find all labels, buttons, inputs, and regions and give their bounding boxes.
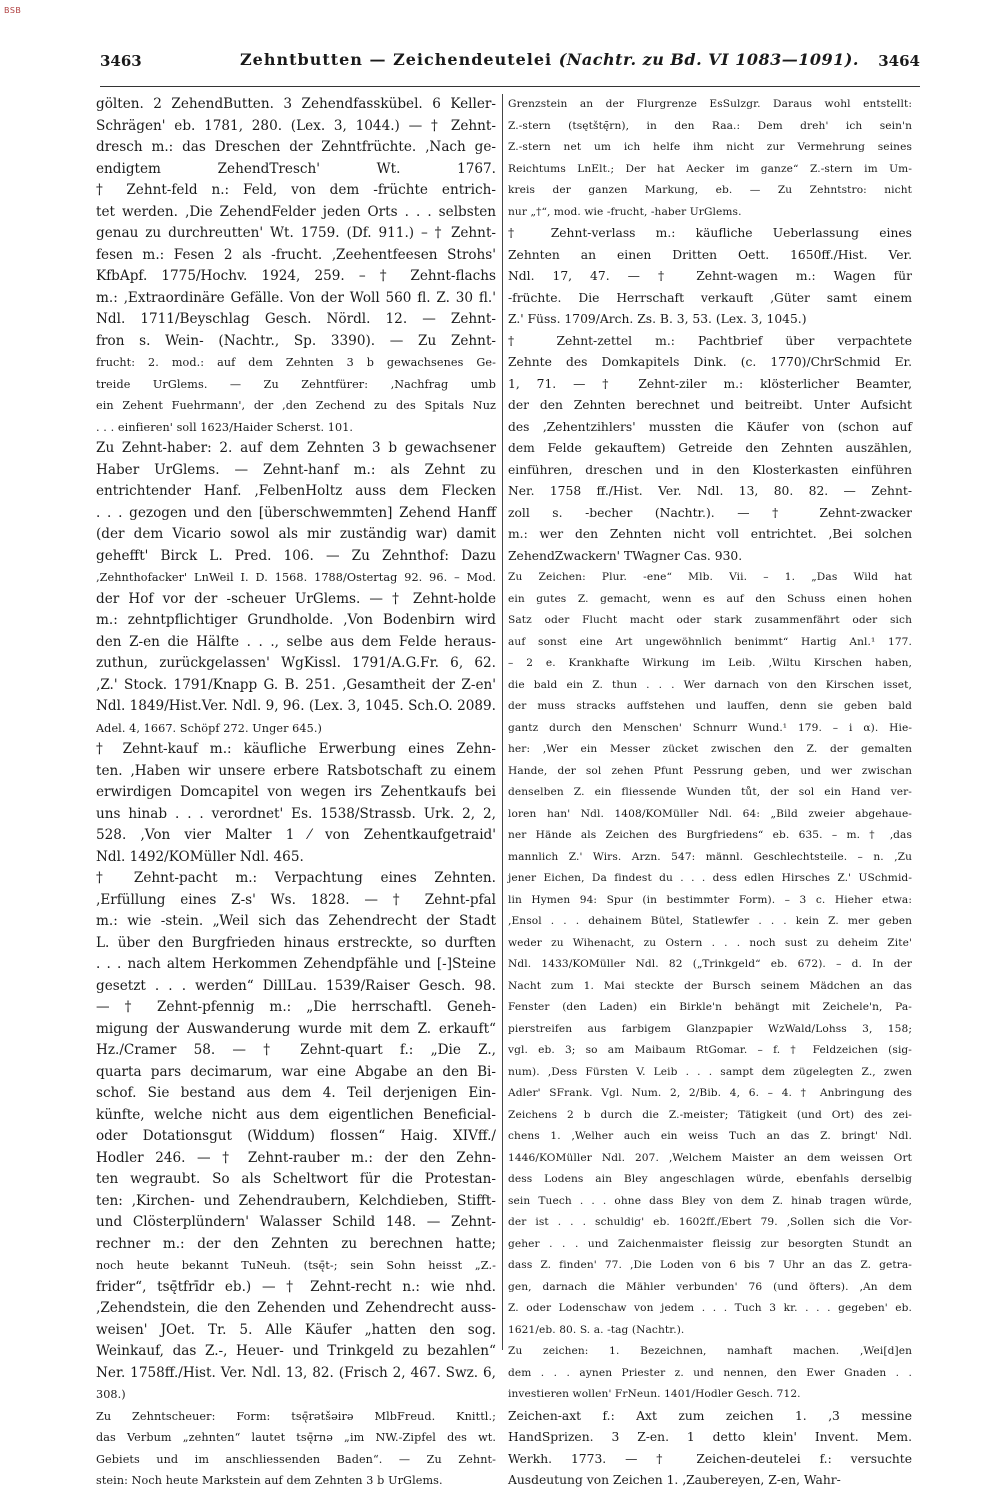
right-column-line: HandSprizen. 3 Z-en. 1 detto klein' Invent. Mem.	[508, 1430, 912, 1444]
left-column-line: endigtem ZehendTresch' Wt. 1767.	[96, 160, 496, 177]
left-column-line: weisen' JOet. Tr. 5. Alle Käufer „hatten den sog.	[96, 1321, 496, 1338]
left-column-line: gehefft' Birck L. Pred. 106. — Zu Zehnthof: Dazu	[96, 547, 496, 564]
left-column-line: genau zu durchreutten' Wt. 1759. (Df. 911.) – † Zehnt-	[96, 225, 496, 241]
left-column-line: und Clösterplündern' Walasser Schild 148. — Zehnt-	[96, 1214, 496, 1230]
left-column-line: m.: wie -stein. „Weil sich das Zehendrecht der Stadt	[96, 913, 496, 929]
right-column-line: der den Zehnten berechnet und beitreibt. Unter Aufsicht	[508, 398, 912, 412]
left-column-line: Gebiets und im anschliessenden Baden“. — Zu Zehnt-	[96, 1452, 496, 1466]
right-column-line: der muss stracks auffstehen und lauffen, denn sie geben bald	[508, 700, 912, 712]
right-column-line: Zehnte des Domkapitels Dink. (c. 1770)/ChrSchmid Er.	[508, 355, 912, 369]
left-column-line: Hz./Cramer 58. — † Zehnt-quart f.: „Die Z.,	[96, 1042, 496, 1058]
left-column-line: † Zehnt-feld n.: Feld, von dem -früchte entrich-	[96, 182, 496, 198]
right-column-line: Ausdeutung von Zeichen 1. ‚Zaubereyen, Z-en, Wahr-	[508, 1473, 841, 1487]
right-column-line: Z.' Füss. 1709/Arch. Zs. B. 3, 53. (Lex. 3, 1045.)	[508, 312, 807, 326]
left-column-line: frider“, tsę̄tfrīdr eb.) — † Zehnt-recht n.: wie nhd.	[96, 1278, 496, 1295]
column-divider	[502, 94, 503, 1350]
right-column-line: Fenster (den Laden) ein Birkle'n behängt mit Zeichele'n, Pa-	[508, 1001, 912, 1013]
right-column-line: investieren wollen' FrNeun. 1401/Hodler Gesch. 712.	[508, 1388, 801, 1400]
left-column-line: stein: Noch heute Markstein auf dem Zehnten 3 b UrGlems.	[96, 1474, 443, 1487]
right-column-line: nur „†“, mod. wie -frucht, -haber UrGlems.	[508, 205, 742, 218]
left-column-line: fesen m.: Fesen 2 als -frucht. ‚Zeehentfeesen Strohs'	[96, 246, 496, 263]
header-rule	[100, 86, 920, 87]
left-column-line: ten: ‚Kirchen- und Zehendraubern, Kelchdieben, Stifft-	[96, 1192, 496, 1209]
left-column-line: ten. ‚Haben wir unsere erbere Ratsbotschaft zu einem	[96, 762, 496, 779]
left-column-line: uns hinab . . . verordnet' Es. 1538/Strassb. Urk. 2, 2,	[96, 805, 496, 822]
left-column-line: m.: zehntpflichtiger Grundholde. ‚Von Bodenbirn wird	[96, 612, 496, 628]
left-column-line: Ndl. 1711/Beyschlag Gesch. Nördl. 12. — Zehnt-	[96, 311, 496, 327]
left-column-line: Zu Zehnt-haber: 2. auf dem Zehnten 3 b gewachsener	[96, 440, 496, 456]
left-column-line: noch heute bekannt TuNeuh. (tsę̄t-; sein Sohn heisst „Z.-	[96, 1259, 496, 1272]
left-column-line: m.: ‚Extraordinäre Gefälle. Von der Woll 560 fl. Z. 30 fl.'	[96, 289, 496, 306]
right-column	[508, 94, 912, 1487]
left-column-line: den Z-en die Hälfte . . ., selbe aus dem Felde heraus-	[96, 633, 496, 650]
right-column-line: Zehnten an einen Dritten Oett. 1650ff./Hist. Ver.	[508, 247, 912, 262]
left-column-line: Ner. 1758ff./Hist. Ver. Ndl. 13, 82. (Frisch 2, 467. Swz. 6,	[96, 1364, 496, 1381]
right-column-line: Ner. 1758 ff./Hist. Ver. Ndl. 13, 80. 82. — Zehnt-	[508, 484, 912, 498]
right-column-line: Zeichen-axt f.: Axt zum zeichen 1. ‚3 messine	[508, 1408, 912, 1423]
right-column-line: ZehendZwackern' TWagner Cas. 930.	[508, 548, 743, 563]
right-column-line: dess Lodens ain Bley angeschlagen würde, ebenfahls derselbig	[508, 1173, 912, 1185]
right-column-line: her: ‚Wer ein Messer zücket zwischen den Z. der gemalten	[508, 743, 912, 755]
left-column-line: (der dem Vicario sowol als mir zuständig war) damit	[96, 526, 496, 542]
right-column-line: Z. oder Lodenschaw von jedem . . . Tuch 3 kr. . . . gegeben' eb.	[508, 1302, 912, 1314]
right-column-line: † Zehnt-zettel m.: Pachtbrief über verpachtete	[508, 333, 912, 348]
right-column-line: Grenzstein an der Flurgrenze EsSulzgr. Daraus wohl entstellt:	[508, 98, 912, 110]
right-column-line: -früchte. Die Herrschaft verkauft ‚Güter samt einem	[508, 290, 912, 305]
running-title	[240, 50, 859, 69]
left-column-line: der Hof vor der -scheuer UrGlems. — † Zehnt-holde	[96, 590, 496, 607]
left-column-line: gesetzt . . . werden“ DillLau. 1539/Raiser Gesch. 98.	[96, 977, 496, 994]
left-column-line: 528. ‚Von vier Malter 1 ⁄ von Zehentkaufgetraid'	[96, 827, 496, 843]
left-column-line: dresch m.: das Dreschen der Zehntfrüchte. ‚Nach ge-	[96, 139, 496, 155]
left-column-line: tet werden. ‚Die ZehendFelder jeden Orts . . . selbsten	[96, 203, 496, 220]
right-column-line: – 2 e. Krankhafte Wirkung im Leib. ‚Wiltu Kirschen haben,	[508, 657, 912, 669]
left-column-line: † Zehnt-pacht m.: Verpachtung eines Zehnten.	[96, 870, 496, 886]
right-column-line: gantz durch den Menschen' Schnurr Wund.¹ 179. – i α). Hie-	[508, 721, 912, 734]
left-column-line: KfbApf. 1775/Hochv. 1924, 259. – † Zehnt-flachs	[96, 268, 496, 284]
left-column-line: ‚Zehendstein, die den Zehenden und Zehendrecht auss-	[96, 1300, 496, 1316]
left-column-line: † Zehnt-kauf m.: käufliche Erwerbung eines Zehn-	[96, 741, 496, 757]
right-column-line: denselben Z. ein fliessende Wunden tůt, der sol ein Hand ver-	[508, 786, 912, 798]
right-column-line: Hande, der sol zehen Pfunt Pessrung geben, und wer zwischan	[508, 764, 912, 777]
left-column-line: ein Zehent Fuehrmann', der ‚den Zechend zu des Spitals Nuz	[96, 399, 496, 412]
right-column-line: Z.-stern net um ich helfe ihm nicht zur Vermehrung seines	[508, 141, 912, 153]
left-column-line: Haber UrGlems. — Zehnt-hanf m.: als Zehnt zu	[96, 461, 496, 478]
left-column-line: Ndl. 1849/Hist.Ver. Ndl. 9, 96. (Lex. 3, 1045. Sch.O. 2089.	[96, 698, 496, 714]
right-column-line: weder zu Wihenacht, zu Ostern . . . noch sust zu deheim Zite'	[508, 936, 912, 949]
left-column-line: erwirdigen Domcapitel von wegen irs Zehentkaufs bei	[96, 784, 496, 800]
right-column-line: geher . . . und Zaichenmaister fleissig zur besorgten Stundt an	[508, 1237, 912, 1250]
right-column-line: jener Eichen, Da findest du . . . dess edlen Hirsches Z.' USchmid-	[508, 872, 912, 884]
left-column-line: schof. Sie bestand aus dem 4. Teil derjenigen Ein-	[96, 1085, 496, 1101]
right-column-line: pierstreifen aus farbigem Glanzpapier WzWald/Lohss 3, 158;	[508, 1022, 912, 1035]
running-title-text: Zehntbutten — Zeichendeutelei	[240, 50, 553, 69]
right-column-line: Ndl. 17, 47. — † Zehnt-wagen m.: Wagen für	[508, 269, 912, 283]
right-column-line: Werkh. 1773. — † Zeichen-deutelei f.: versuchte	[508, 1451, 912, 1466]
left-column-line: Weinkauf, das Z.-, Heuer- und Trinkgeld zu bezahlen“	[96, 1343, 496, 1359]
left-column-line: treide UrGlems. — Zu Zehntfürer: ‚Nachfrag umb	[96, 377, 496, 391]
right-column-line: mannlich Z.' Wirs. Arzn. 547: männl. Geschlechtsteile. – n. ‚Zu	[508, 850, 912, 863]
right-column-line: chens 1. ‚Welher auch ein weiss Tuch an das Z. bringt' Ndl.	[508, 1130, 912, 1142]
right-column-line: Zeichens 2 b durch die Z.-meister; Tätigkeit (und Ort) des zei-	[508, 1108, 912, 1121]
right-column-line: zoll s. -becher (Nachtr.). — † Zehnt-zwacker	[508, 505, 912, 520]
left-column-line: — † Zehnt-pfennig m.: „Die herrschaftl. Geneh-	[96, 999, 496, 1015]
left-column-line: zuthun, zurückgelassen' WgKissl. 1791/A.G.Fr. 6, 62.	[96, 655, 496, 671]
right-column-line: loren han' Ndl. 1408/KOMüller Ndl. 64: „Bild zweier abgehaue-	[508, 807, 912, 820]
right-column-line: vgl. eb. 3; so am Maibaum RtGomar. – f. † Feldzeichen (sig-	[508, 1044, 912, 1056]
right-column-line: einführen, dreschen und in den Klosterkasten einführen	[508, 462, 912, 477]
left-column-line: quarta pars decimarum, war eine Abgabe an den Bi-	[96, 1063, 496, 1080]
right-column-line: Z.-stern (tsętštę̄rn), in den Raa.: Dem dreh' ich sein'n	[508, 119, 912, 132]
left-column-line: oder Dotationsgut (Widdum) flossen“ Haig. XIVff./	[96, 1128, 496, 1144]
right-column-line: gen, darnach die Mähler verbunden' 76 (und öfters). ‚An dem	[508, 1280, 912, 1293]
left-column-line: Ndl. 1492/KOMüller Ndl. 465.	[96, 848, 304, 865]
right-column-line: lin Hymen 94: Spur (in bestimmter Form). – 3 c. Hieher etwa:	[508, 893, 912, 906]
right-column-line: 1446/KOMüller Ndl. 207. ‚Welchem Maister an dem weissen Ort	[508, 1151, 912, 1164]
right-column-line: auf sonst eine Art ungewöhnlich benimmt“ Hartig Anl.¹ 177.	[508, 635, 912, 648]
page-number-right: 3464	[878, 52, 920, 70]
right-column-line: Reichtums LnElt.; Der hat Aecker im ganze“ Z.-stern im Um-	[508, 162, 912, 175]
right-column-line: † Zehnt-verlass m.: käufliche Ueberlassung eines	[508, 226, 912, 240]
left-column-line: Adel. 4, 1667. Schöpf 272. Unger 645.)	[96, 721, 322, 735]
right-column-line: num). ‚Dess Fürsten V. Leib . . . sampt dem zügelegten Z., zwen	[508, 1065, 912, 1078]
left-column-line: entrichtender Hanf. ‚FelbenHoltz auss dem Flecken	[96, 483, 496, 499]
left-column-line: . . . gezogen und den [überschwemmten] Zehend Hanff	[96, 504, 496, 521]
right-column-line: ‚Ensol . . . dehainem Bütel, Statlewfer . . . kein Z. mer geben	[508, 915, 912, 927]
right-column-line: 1, 71. — † Zehnt-ziler m.: klösterlicher Beamter,	[508, 376, 912, 391]
left-column-line: Hodler 246. — † Zehnt-rauber m.: der den Zehn-	[96, 1149, 496, 1166]
left-column-line: ten wegraubt. So als Scheltwort für die Protestan-	[96, 1171, 496, 1187]
right-column-line: Adler' SFrank. Vgl. Num. 2, 2/Bib. 4, 6. – 4. † Anbringung des	[508, 1087, 912, 1099]
left-column-line: frucht: 2. mod.: auf dem Zehnten 3 b gewachsenes Ge-	[96, 356, 496, 369]
left-column-line: ‚Zehnthofacker' LnWeil I. D. 1568. 1788/Ostertag 92. 96. – Mod.	[96, 571, 496, 584]
left-column-line: rechner m.: der den Zehnten zu berechnen hatte;	[96, 1235, 496, 1252]
left-column-line: Schrägen' eb. 1781, 280. (Lex. 3, 1044.) — † Zehnt-	[96, 117, 496, 134]
left-column-line: fron s. Wein- (Nachtr., Sp. 3390). — Zu Zehnt-	[96, 332, 496, 349]
left-column-line: ‚Z.' Stock. 1791/Knapp G. B. 251. ‚Gesamtheit der Z-en'	[96, 676, 496, 693]
right-column-line: dem . . . aynen Priester z. und nennen, den Ewer Gnaden . .	[508, 1366, 912, 1379]
right-column-line: m.: wer den Zehnten nicht voll entrichtet. ‚Bei solchen	[508, 527, 912, 541]
left-column-line: künfte, welche nicht aus dem eigentlichen Beneficial-	[96, 1106, 496, 1123]
right-column-line: Zu zeichen: 1. Bezeichnen, namhaft machen. ‚Wei[d]en	[508, 1345, 912, 1357]
right-column-line: Ndl. 1433/KOMüller Ndl. 82 („Trinkgeld“ eb. 672). – d. In der	[508, 958, 912, 970]
library-corner-mark: BSB	[4, 6, 22, 15]
right-column-line: 1621/eb. 80. S. a. -tag (Nachtr.).	[508, 1323, 685, 1336]
running-title-note: (Nachtr. zu Bd. VI 1083—1091).	[558, 50, 859, 69]
right-column-line: der ist . . . schuldig' eb. 1602ff./Ebert 79. ‚Sollen sich die Vor-	[508, 1216, 912, 1228]
left-column	[96, 94, 496, 1487]
left-column-line: . . . einfieren' soll 1623/Haider Scherst. 101.	[96, 420, 354, 434]
right-column-line: Nacht zum 1. Mai steckte der Bursch seinem Mädchen an das	[508, 979, 912, 992]
left-column-line: 308.)	[96, 1388, 126, 1401]
right-column-line: kreis der ganzen Markung, eb. — Zu Zehntstro: nicht	[508, 184, 912, 196]
page-number-left: 3463	[100, 52, 142, 70]
right-column-line: ner Hände als Zeichen des Burgfriedens“ eb. 635. – m. † ‚das	[508, 829, 912, 841]
right-column-line: dem Felde gekauftem) Getreide den Zehnten auszählen,	[508, 441, 912, 455]
left-column-line: ‚Erfüllung eines Z-s' Ws. 1828. — † Zehnt-pfal	[96, 891, 496, 908]
left-column-line: das Verbum „zehnten“ lautet tsę̄rnə „im NW.-Zipfel des wt.	[96, 1431, 496, 1444]
left-column-line: . . . nach altem Herkommen Zehendpfähle und [-]Steine	[96, 956, 496, 972]
left-column-line: gölten. 2 ZehendButten. 3 Zehendfasskübel. 6 Keller-	[96, 96, 496, 112]
right-column-line: Satz oder Flucht macht oder stark zusammenfährt oder sich	[508, 614, 912, 626]
right-column-line: sein Tuech . . . ohne dass Bley von dem Z. hinab tragen würde,	[508, 1194, 912, 1207]
left-column-line: L. über den Burgfrieden hinaus erstreckte, so durften	[96, 934, 496, 951]
right-column-line: ein gutes Z. gemacht, wenn es auf den Schuss einen hohen	[508, 592, 912, 605]
right-column-line: Zu Zeichen: Plur. -ene“ Mlb. Vii. – 1. „Das Wild hat	[508, 571, 912, 583]
right-column-line: die bald ein Z. thun . . . Wer darnach von den Kirschen isset,	[508, 678, 912, 691]
left-column-line: migung der Auswanderung wurde mit dem Z. erkauft“	[96, 1020, 496, 1037]
right-column-line: des ‚Zehentzihlers' mussten die Käufer von (schon auf	[508, 419, 912, 434]
page-header	[100, 50, 920, 78]
right-column-line: dass Z. finden' 77. ‚Die Loden von 6 bis 7 Uhr an das Z. getra-	[508, 1259, 912, 1271]
left-column-line: Zu Zehntscheuer: Form: tsę̄rətšəirə MlbFreud. Knittl.;	[96, 1409, 496, 1423]
